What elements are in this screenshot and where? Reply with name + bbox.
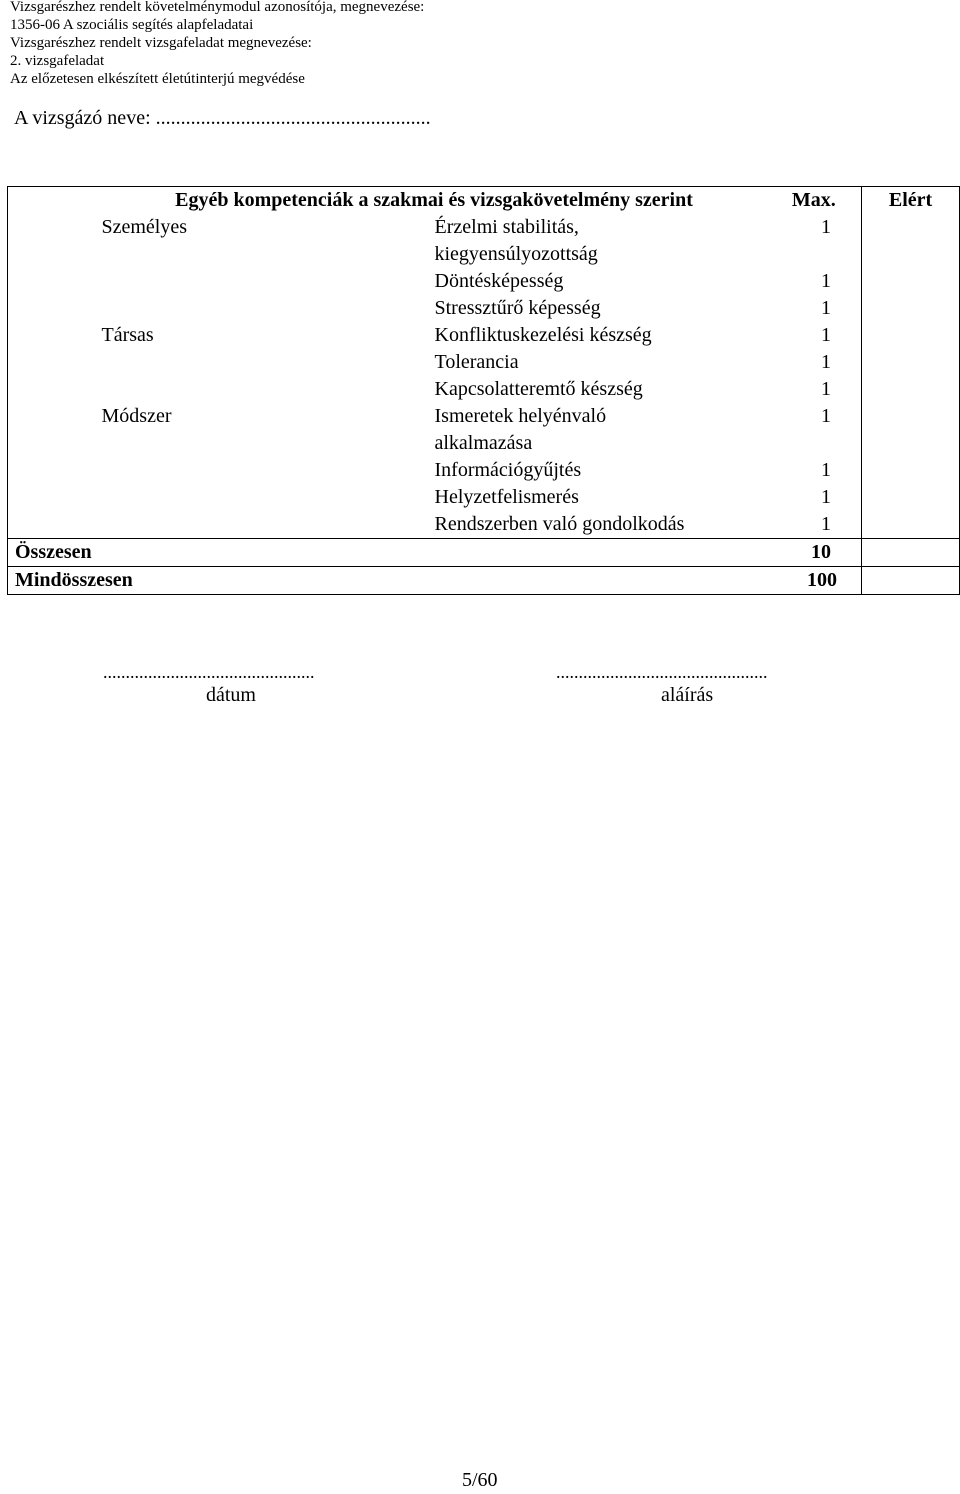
item-max: 1 bbox=[821, 324, 832, 346]
item-max: 1 bbox=[821, 270, 832, 292]
task-label: Vizsgarészhez rendelt vizsgafeladat megnevezése: bbox=[10, 35, 312, 51]
achieved-cell[interactable] bbox=[862, 349, 960, 376]
table-row bbox=[8, 268, 960, 295]
total-max: 10 bbox=[767, 539, 862, 567]
page-number: 5/60 bbox=[462, 1469, 498, 1491]
table-row bbox=[8, 214, 960, 268]
achieved-cell[interactable] bbox=[862, 511, 960, 539]
signature-dotted-line: ............................................... bbox=[556, 662, 768, 682]
task-number: 2. vizsgafeladat bbox=[10, 53, 105, 69]
table-row bbox=[8, 484, 960, 511]
item-label: Rendszerben való gondolkodás bbox=[434, 513, 685, 535]
item-max: 1 bbox=[821, 378, 832, 400]
achieved-cell[interactable] bbox=[862, 295, 960, 322]
item-label: Döntésképesség bbox=[434, 270, 564, 292]
item-label: Információgyűjtés bbox=[434, 459, 582, 481]
item-label: Konfliktuskezelési készség bbox=[434, 324, 652, 346]
table-row bbox=[8, 322, 960, 349]
competency-score-table bbox=[7, 186, 960, 595]
item-label: Tolerancia bbox=[434, 351, 519, 373]
total-row bbox=[8, 539, 960, 567]
item-label: Kapcsolatteremtő készség bbox=[434, 378, 643, 400]
table-header-row bbox=[8, 187, 960, 215]
achieved-cell[interactable] bbox=[862, 214, 960, 268]
table-row bbox=[8, 376, 960, 403]
achieved-cell[interactable] bbox=[862, 322, 960, 349]
achieved-cell[interactable] bbox=[862, 268, 960, 295]
item-max: 1 bbox=[821, 405, 832, 427]
table-row bbox=[8, 349, 960, 376]
item-max: 1 bbox=[821, 216, 832, 238]
signature-label: aláírás bbox=[661, 684, 714, 706]
item-label: Ismeretek helyénvaló alkalmazása bbox=[434, 405, 607, 454]
item-max: 1 bbox=[821, 459, 832, 481]
column-max-header: Max. bbox=[767, 187, 862, 215]
total-label: Összesen bbox=[8, 539, 767, 567]
item-max: 1 bbox=[821, 513, 832, 535]
date-label: dátum bbox=[206, 684, 256, 706]
candidate-name-line: A vizsgázó neve: ....................................................... bbox=[14, 107, 431, 129]
grand-total-row bbox=[8, 567, 960, 595]
table-row bbox=[8, 295, 960, 322]
table-row bbox=[8, 457, 960, 484]
achieved-cell[interactable] bbox=[862, 484, 960, 511]
table-heading: Egyéb kompetenciák a szakmai és vizsgakövetelmény szerint bbox=[102, 187, 767, 215]
group-label-method: Módszer bbox=[101, 405, 172, 427]
item-max: 1 bbox=[821, 297, 832, 319]
item-max: 1 bbox=[821, 351, 832, 373]
item-label: Stressztűrő képesség bbox=[434, 297, 601, 319]
item-max: 1 bbox=[821, 486, 832, 508]
grand-total-achieved-cell[interactable] bbox=[862, 567, 960, 595]
group-label-personal: Személyes bbox=[101, 216, 188, 238]
grand-total-label: Mindösszesen bbox=[8, 567, 767, 595]
grand-total-max: 100 bbox=[767, 567, 862, 595]
module-label: Vizsgarészhez rendelt követelménymodul azonosítója, megnevezése: bbox=[10, 0, 425, 15]
achieved-cell[interactable] bbox=[862, 457, 960, 484]
item-label: Érzelmi stabilitás, kiegyensúlyozottság bbox=[434, 216, 598, 265]
achieved-cell[interactable] bbox=[862, 376, 960, 403]
achieved-cell[interactable] bbox=[862, 403, 960, 457]
column-achieved-header: Elért bbox=[862, 187, 960, 215]
total-achieved-cell[interactable] bbox=[862, 539, 960, 567]
table-row bbox=[8, 403, 960, 457]
module-name: 1356-06 A szociális segítés alapfeladatai bbox=[10, 17, 254, 33]
table-row bbox=[8, 511, 960, 539]
date-dotted-line: ............................................... bbox=[103, 662, 315, 682]
task-name: Az előzetesen elkészített életútinterjú megvédése bbox=[10, 71, 305, 87]
item-label: Helyzetfelismerés bbox=[434, 486, 579, 508]
group-label-social: Társas bbox=[101, 324, 154, 346]
